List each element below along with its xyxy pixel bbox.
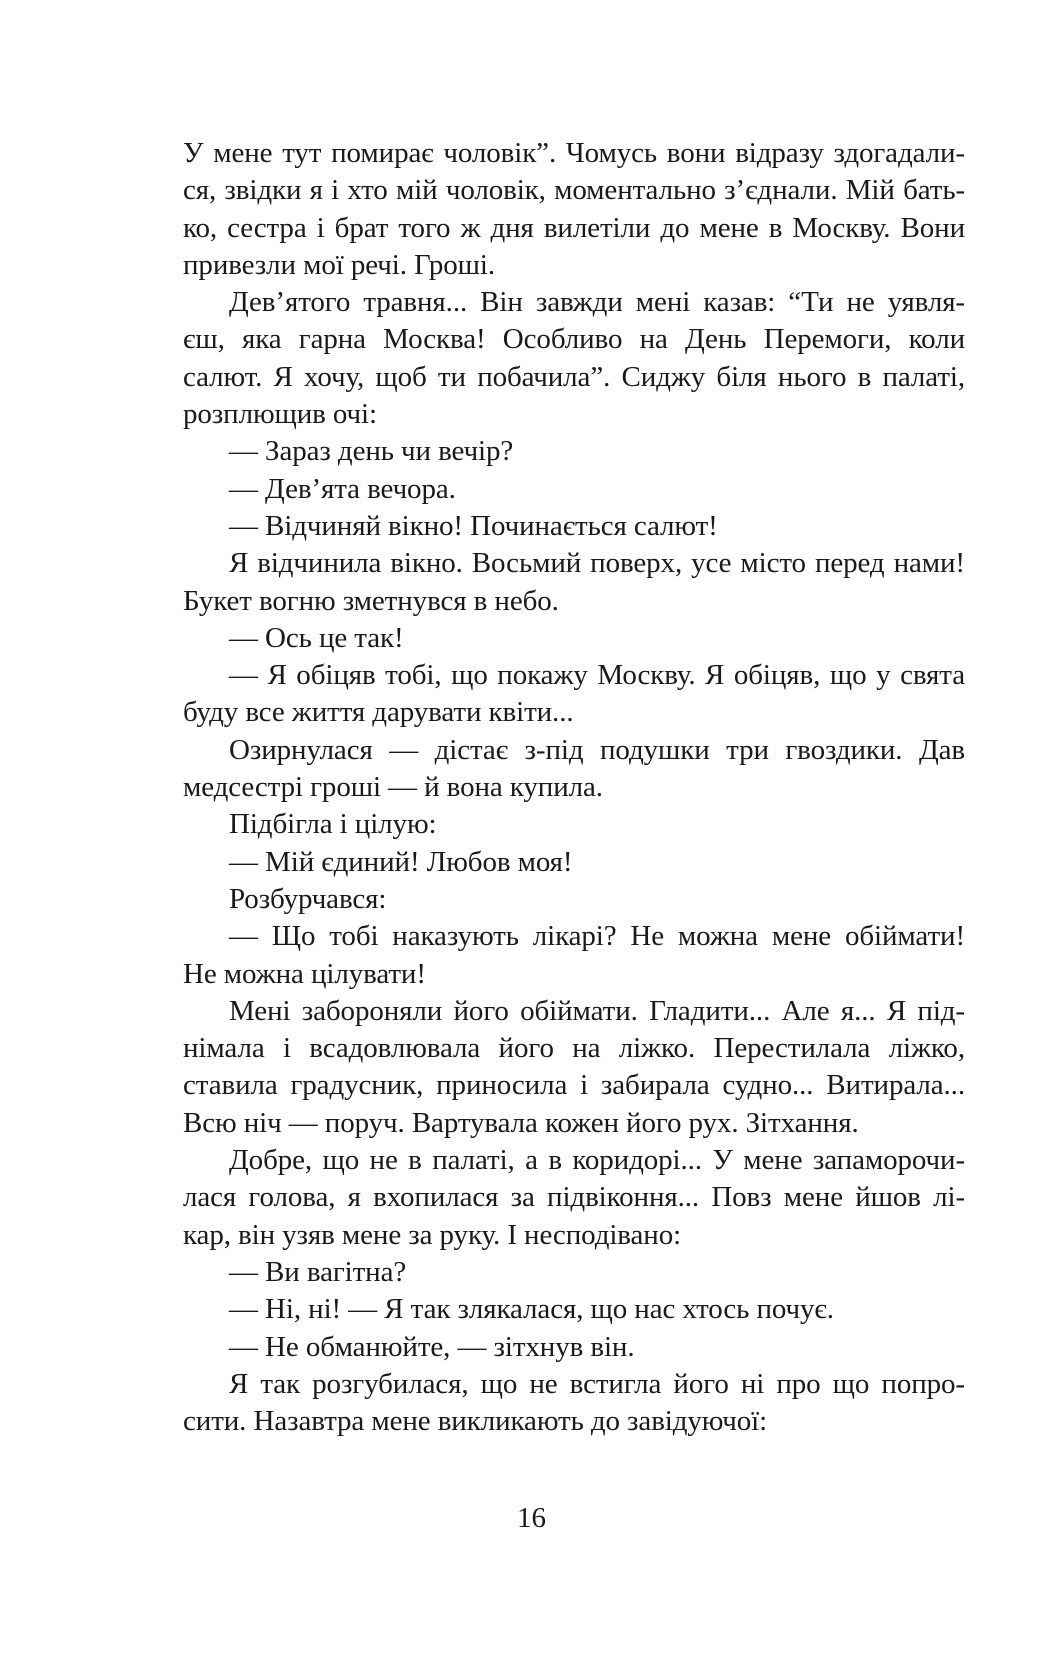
text-line: привезли мої речі. Гроші.	[183, 248, 496, 281]
text-line: медсестрі гроші — й вона купила.	[183, 771, 603, 804]
text-line: буду все життя дарувати квіти...	[183, 696, 574, 729]
text-line: — Відчиняй вікно! Починається салют!	[229, 509, 718, 542]
text-line: — Ви вагітна?	[229, 1255, 407, 1288]
text-line: сити. Назавтра мене викликають до завідуючої:	[183, 1405, 768, 1438]
text-line: Я так розгубилася, що не встигла його ні про що попро-	[229, 1367, 965, 1400]
text-line: розплющив очі:	[183, 398, 377, 431]
page-number: 16	[517, 1502, 546, 1534]
text-line: Мені забороняли його обіймати. Гладити... Але я... Я під-	[229, 994, 965, 1027]
text-line: лася голова, я вхопилася за підвіконня... Повз мене йшов лі-	[183, 1181, 965, 1214]
text-line: Дев’ятого травня... Він завжди мені казав: “Ти не уявля-	[229, 286, 965, 319]
text-line: кар, він узяв мене за руку. І несподівано:	[183, 1218, 682, 1251]
text-line: німала і всадовлювала його на ліжко. Перестилала ліжко,	[183, 1032, 965, 1065]
text-line: — Не обманюйте, — зітхнув він.	[229, 1330, 635, 1363]
text-line: ся, звідки я і хто мій чоловік, моментально з’єднали. Мій бать-	[183, 174, 965, 207]
text-line: Озирнулася — дістає з-під подушки три гвоздики. Дав	[229, 733, 965, 766]
text-line: — Я обіцяв тобі, що покажу Москву. Я обіцяв, що у свята	[229, 659, 965, 692]
text-line: Добре, що не в палаті, а в коридорі... У мене запаморочи-	[229, 1144, 965, 1177]
text-line: салют. Я хочу, щоб ти побачила”. Сиджу біля нього в палаті,	[183, 360, 965, 393]
text-line: ставила градусник, приносила і забирала судно... Витирала...	[183, 1069, 965, 1102]
text-line: — Що тобі наказують лікарі? Не можна мене обіймати!	[229, 920, 965, 953]
text-line: ко, сестра і брат того ж дня вилетіли до мене в Москву. Вони	[183, 211, 965, 244]
text-line: Я відчинила вікно. Восьмий поверх, усе місто перед нами!	[229, 547, 965, 580]
text-line: єш, яка гарна Москва! Особливо на День Перемоги, коли	[183, 323, 965, 356]
text-line: — Ні, ні! — Я так злякалася, що нас хтось почує.	[229, 1293, 834, 1326]
text-line: У мене тут помирає чоловік”. Чомусь вони відразу здогадали-	[183, 137, 965, 169]
text-line: — Мій єдиний! Любов моя!	[229, 845, 573, 878]
text-line: — Ось це так!	[229, 621, 404, 654]
text-line: Всю ніч — поруч. Вартувала кожен його рух. Зітхання.	[183, 1106, 859, 1139]
text-line: Не можна цілувати!	[183, 957, 426, 990]
text-line: — Дев’ята вечора.	[229, 472, 456, 505]
text-line: — Зараз день чи вечір?	[229, 435, 514, 468]
text-line: Букет вогню зметнувся в небо.	[183, 584, 559, 617]
text-line: Розбурчався:	[229, 882, 387, 915]
text-line: Підбігла і цілую:	[229, 808, 437, 841]
body-text	[183, 135, 965, 1440]
